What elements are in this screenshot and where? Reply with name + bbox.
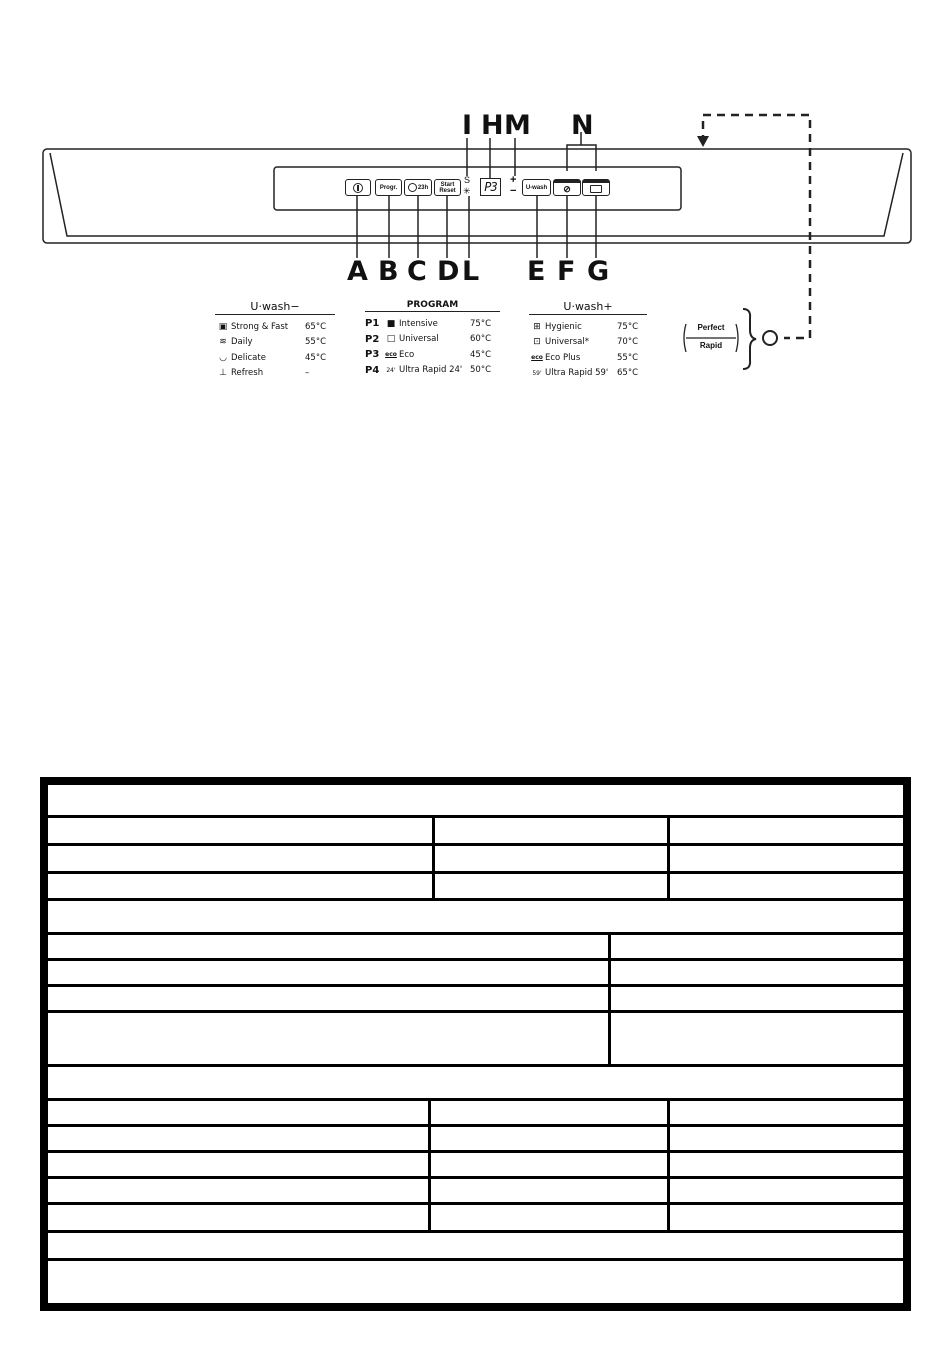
callout-I: I	[462, 110, 473, 141]
callout-G: G	[587, 256, 610, 287]
table-cell	[670, 1127, 903, 1150]
callout-H: H	[481, 110, 504, 141]
delay-button[interactable]	[404, 179, 432, 196]
list-item: P3 eco Eco 45°C	[365, 349, 492, 361]
table-cell	[48, 874, 432, 898]
table-cell	[431, 1179, 667, 1202]
rapid-label: Rapid	[699, 341, 723, 350]
callout-B: B	[378, 256, 399, 287]
footer-row	[48, 1261, 903, 1303]
list-item: P4 24' Ultra Rapid 24' 50°C	[365, 364, 492, 376]
section-header-row	[48, 785, 903, 815]
table-cell	[611, 1013, 903, 1064]
section-header-row	[48, 901, 903, 932]
table-cell	[670, 818, 903, 843]
callout-F: F	[557, 256, 576, 287]
list-item: ◡ Delicate 45°C	[215, 350, 335, 366]
rapid-59-icon: 59'	[532, 369, 542, 377]
program-button[interactable]	[375, 179, 402, 196]
list-item: ⊥ Refresh –	[215, 366, 335, 382]
cup-icon: ◡	[219, 352, 227, 363]
program-button-label: Progr.	[379, 184, 398, 191]
callout-N: N	[571, 110, 594, 141]
reset-label: Reset	[439, 187, 456, 194]
power-icon	[353, 183, 363, 193]
table-cell	[670, 1179, 903, 1202]
table-cell	[431, 1205, 667, 1230]
table-cell	[435, 818, 667, 843]
table-cell	[431, 1153, 667, 1176]
table-cell	[48, 1013, 608, 1064]
uwash-minus-legend	[215, 300, 335, 381]
program-legend	[365, 300, 500, 378]
table-cell	[431, 1127, 667, 1150]
table-cell	[611, 935, 903, 958]
table-cell	[48, 1179, 428, 1202]
plus-button[interactable]: +	[510, 174, 517, 186]
table-cell	[48, 818, 432, 843]
table-cell	[670, 1205, 903, 1230]
eco-icon: eco	[531, 354, 543, 362]
leaf-icon: ⊘	[563, 184, 571, 194]
table-cell	[435, 846, 667, 871]
list-item: eco Eco Plus 55°C	[529, 350, 647, 366]
callout-D: D	[437, 256, 460, 287]
pot-icon: ▣	[218, 321, 228, 332]
glass-icon: ⊥	[219, 368, 227, 379]
table-cell	[670, 874, 903, 898]
perfect-label: Perfect	[697, 323, 725, 332]
start-reset-button[interactable]	[434, 179, 461, 196]
option-f-button[interactable]	[553, 179, 581, 196]
footer-row	[48, 1233, 903, 1258]
table-cell	[431, 1101, 667, 1124]
waves-icon: ≋	[219, 337, 227, 348]
table-cell	[611, 961, 903, 984]
table-cell	[48, 1101, 428, 1124]
uwash-plus-title: U·wash+	[529, 300, 647, 315]
indicator-rinse-aid: ✳	[463, 186, 471, 196]
rapid-24-icon: 24'	[386, 366, 396, 374]
uwash-minus-title: U·wash−	[215, 300, 335, 315]
program-display	[480, 178, 501, 196]
option-g-button[interactable]	[582, 179, 610, 196]
uwash-button[interactable]	[522, 179, 551, 196]
table-cell	[48, 987, 608, 1010]
list-item: P1 ■ Intensive 75°C	[365, 318, 492, 330]
list-item: P2 □ Universal 60°C	[365, 333, 492, 345]
table-cell	[670, 846, 903, 871]
pot-icon: ■	[386, 318, 396, 329]
eco-icon: eco	[385, 351, 397, 359]
table-cell	[435, 874, 667, 898]
blank-form-table	[40, 777, 911, 1311]
table-cell	[48, 961, 608, 984]
perfect-rapid-badge	[680, 320, 742, 356]
callout-C: C	[407, 256, 427, 287]
display-value: P3	[484, 180, 497, 194]
table-cell	[670, 1153, 903, 1176]
list-item: ⊞ Hygienic 75°C	[529, 319, 647, 335]
list-item: ⊡ Universal* 70°C	[529, 335, 647, 351]
callout-A: A	[347, 256, 368, 287]
section-header-row	[48, 1067, 903, 1098]
uwash-button-label: U-wash	[525, 184, 548, 191]
table-cell	[48, 1127, 428, 1150]
table-cell	[48, 846, 432, 871]
power-button[interactable]	[345, 179, 371, 196]
table-cell	[670, 1101, 903, 1124]
program-title: PROGRAM	[365, 300, 500, 312]
universal-icon: ⊡	[533, 337, 541, 348]
delay-button-label: 23h	[417, 184, 429, 191]
pan-icon: □	[386, 334, 396, 345]
clock-icon	[408, 183, 417, 192]
callout-L: L	[462, 256, 480, 287]
hygienic-icon: ⊞	[533, 321, 541, 332]
uwash-plus-legend	[529, 300, 647, 381]
indicator-salt: S	[464, 175, 471, 185]
list-item: ▣ Strong & Fast 65°C	[215, 319, 335, 335]
callout-E: E	[527, 256, 546, 287]
list-item: ≋ Daily 55°C	[215, 335, 335, 351]
minus-button[interactable]: −	[510, 185, 517, 197]
table-cell	[48, 1153, 428, 1176]
callout-M: M	[504, 110, 531, 141]
start-label: Start	[440, 181, 455, 188]
table-cell	[48, 1205, 428, 1230]
table-cell	[611, 987, 903, 1010]
list-item: 59' Ultra Rapid 59' 65°C	[529, 366, 647, 382]
basket-icon	[590, 185, 602, 193]
table-cell	[48, 935, 608, 958]
